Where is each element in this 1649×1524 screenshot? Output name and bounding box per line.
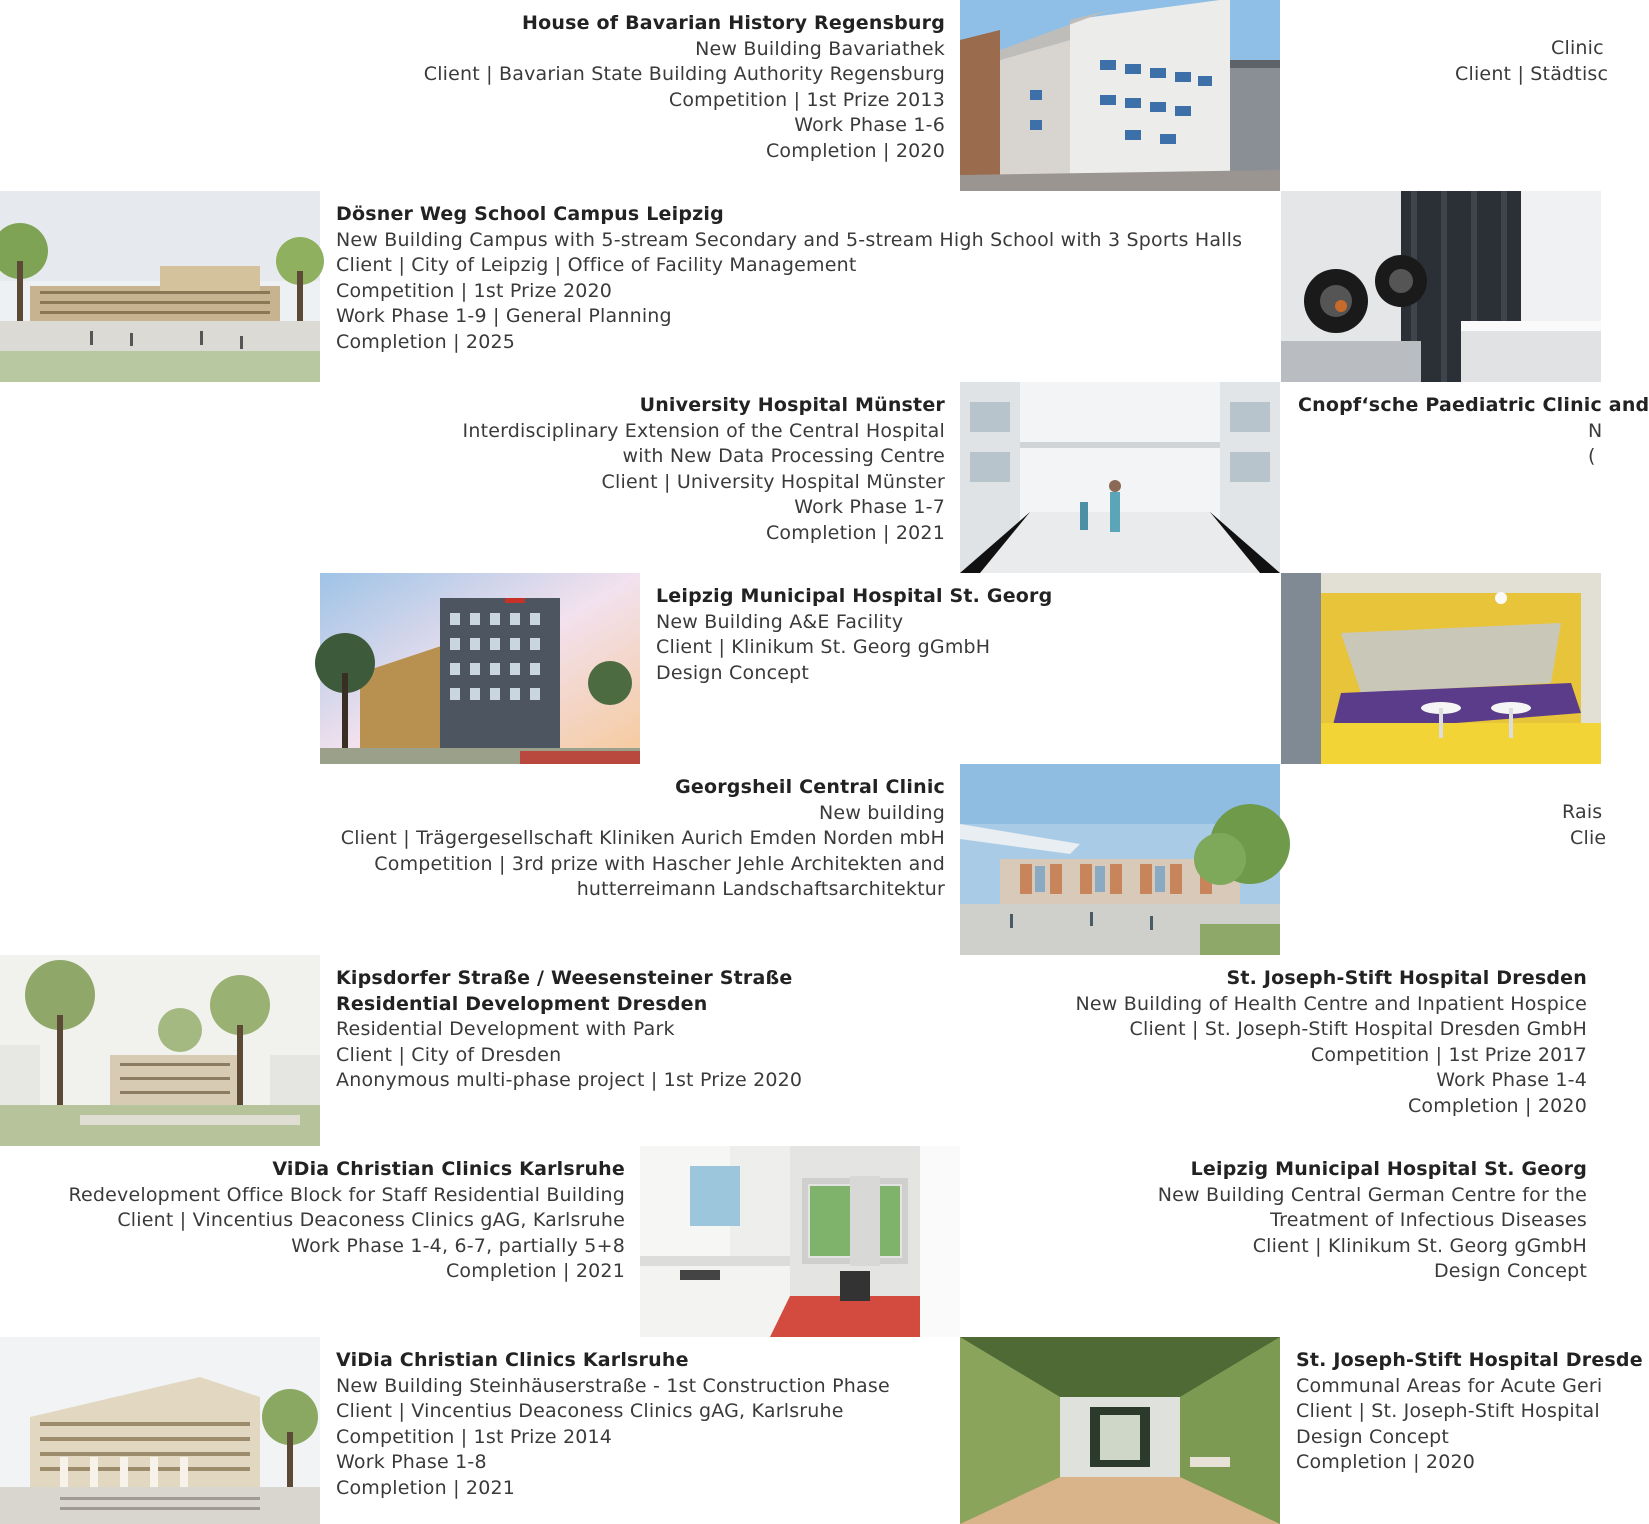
project-line: Anonymous multi-phase project | 1st Prize 2020	[336, 1069, 803, 1092]
project-line: Design Concept	[1433, 1260, 1587, 1283]
project-title: St. Joseph-Stift Hospital Dresden	[1226, 967, 1587, 989]
project-title: Dösner Weg School Campus Leipzig	[336, 203, 724, 225]
project-line: Interdisciplinary Extension of the Central Hospital	[462, 419, 945, 442]
project-line: Work Phase 1-9 | General Planning	[336, 305, 672, 328]
project-line: Residential Development with Park	[336, 1018, 675, 1041]
project-doesner-weg-school	[336, 202, 1242, 356]
project-title: Cnopf‘sche Paediatric Clinic and	[1298, 394, 1649, 416]
project-line: New Building Central German Centre for the	[1157, 1183, 1587, 1206]
project-line: with New Data Processing Centre	[622, 445, 945, 468]
project-title: Leipzig Municipal Hospital St. Georg	[1190, 1158, 1587, 1180]
project-line: hutterreimann Landschaftsarchitektur	[576, 878, 945, 901]
project-leipzig-infectious-diseases	[1158, 1157, 1587, 1285]
project-line: Client | St. Joseph-Stift Hospital Dresden GmbH	[1129, 1018, 1587, 1041]
project-title: St. Joseph-Stift Hospital Dresde	[1296, 1349, 1643, 1371]
project-line: Completion | 2021	[765, 521, 945, 544]
project-line: Client | Klinikum St. Georg gGmbH	[1252, 1234, 1587, 1257]
project-line: New building	[819, 801, 945, 824]
project-line: Clinic	[1551, 37, 1604, 59]
project-line: Treatment of Infectious Diseases	[1270, 1209, 1587, 1232]
project-georgsheil-central-clinic	[341, 775, 945, 903]
project-line: Work Phase 1-4, 6-7, partially 5+8	[291, 1234, 625, 1257]
project-cnopfsche-paediatric	[1298, 393, 1649, 470]
photo-laboratory-microscope	[1281, 191, 1601, 382]
project-title: ViDia Christian Clinics Karlsruhe	[272, 1158, 625, 1180]
project-line: Client | Klinikum St. Georg gGmbH	[656, 636, 991, 659]
project-line: Completion | 2020	[765, 139, 945, 162]
photo-st-joseph-communal-corridor	[960, 1337, 1280, 1524]
project-house-of-bavarian-history	[424, 11, 945, 165]
project-line: Work Phase 1-8	[336, 1451, 487, 1474]
project-line: Completion | 2020	[1407, 1094, 1587, 1117]
project-line: Work Phase 1-4	[1436, 1069, 1587, 1092]
project-kipsdorfer-residential	[336, 966, 802, 1094]
project-line: Competition | 3rd prize with Hascher Jehle Architekten and	[374, 852, 945, 875]
project-line: Client | St. Joseph-Stift Hospital	[1296, 1400, 1600, 1423]
project-line: Competition | 1st Prize 2013	[668, 88, 945, 111]
project-title: Georgsheil Central Clinic	[675, 776, 945, 798]
photo-vidia-staff-residential	[640, 1146, 960, 1337]
project-line: Communal Areas for Acute Geri	[1296, 1374, 1603, 1397]
project-title: Kipsdorfer Straße / Weesensteiner Straße	[336, 967, 793, 989]
project-line: Work Phase 1-7	[794, 496, 945, 519]
project-line: Client | City of Leipzig | Office of Facility Management	[336, 254, 857, 277]
photo-university-hospital-muenster	[960, 382, 1280, 573]
photo-doesner-weg-school-campus	[0, 191, 320, 382]
project-line: Competition | 1st Prize 2014	[336, 1425, 613, 1448]
project-line: Client | City of Dresden	[336, 1043, 562, 1066]
project-line: Design Concept	[1296, 1425, 1450, 1448]
project-university-hospital-muenster	[463, 393, 945, 547]
project-title: House of Bavarian History Regensburg	[522, 12, 945, 34]
project-title: University Hospital Münster	[639, 394, 945, 416]
project-line: Design Concept	[656, 661, 810, 684]
project-title: ViDia Christian Clinics Karlsruhe	[336, 1349, 689, 1371]
photo-georgsheil-central-clinic	[960, 764, 1280, 955]
project-line: Completion | 2021	[336, 1476, 516, 1499]
project-line: Client | Vincentius Deaconess Clinics gAG, Karlsruhe	[336, 1400, 844, 1423]
project-line: New Building of Health Centre and Inpatient Hospice	[1075, 992, 1587, 1015]
photo-leipzig-hospital-ae	[320, 573, 640, 764]
project-title: Leipzig Municipal Hospital St. Georg	[656, 585, 1053, 607]
project-line: Client | Bavarian State Building Authority Regensburg	[423, 63, 945, 86]
photo-kipsdorfer-residential	[0, 955, 320, 1146]
project-line: Client | Trägergesellschaft Kliniken Aurich Emden Norden mbH	[340, 827, 945, 850]
project-vidia-staff-residential	[68, 1157, 625, 1285]
project-line: Completion | 2021	[445, 1260, 625, 1283]
project-line: Completion | 2025	[336, 330, 516, 353]
project-line: N	[1588, 419, 1603, 442]
project-line: New Building A&E Facility	[656, 610, 904, 633]
project-leipzig-hospital-ae	[656, 584, 1052, 686]
project-vidia-steinhaeuserstrasse	[336, 1348, 890, 1502]
photo-yellow-lounge-room	[1281, 573, 1601, 764]
project-line: New Building Campus with 5-stream Secondary and 5-stream High School with 3 Sports Halls	[336, 228, 1243, 251]
project-clipped-rais	[1562, 800, 1606, 851]
project-line: Clie	[1570, 826, 1607, 849]
project-line: Client | Städtisc	[1455, 62, 1609, 85]
project-title-line-2: Residential Development Dresden	[336, 992, 708, 1015]
project-line: (	[1588, 445, 1596, 468]
project-st-joseph-stift-health-centre	[1075, 966, 1587, 1120]
project-line: Competition | 1st Prize 2017	[1310, 1043, 1587, 1066]
photo-house-of-bavarian-history	[960, 0, 1280, 191]
project-clipped-clinic	[1455, 36, 1608, 87]
project-line: Work Phase 1-6	[794, 114, 945, 137]
project-line: Client | University Hospital Münster	[601, 470, 945, 493]
project-line: Client | Vincentius Deaconess Clinics gAG, Karlsruhe	[117, 1209, 625, 1232]
project-line: New Building Bavariathek	[695, 37, 945, 60]
project-line: Competition | 1st Prize 2020	[336, 279, 613, 302]
project-st-joseph-communal-areas	[1296, 1348, 1643, 1476]
project-line: New Building Steinhäuserstraße - 1st Construction Phase	[336, 1374, 890, 1397]
project-line: Redevelopment Office Block for Staff Residential Building	[68, 1183, 625, 1206]
photo-vidia-steinhaeuserstrasse	[0, 1337, 320, 1524]
project-line: Completion | 2020	[1296, 1451, 1476, 1474]
project-line: Rais	[1562, 801, 1603, 823]
